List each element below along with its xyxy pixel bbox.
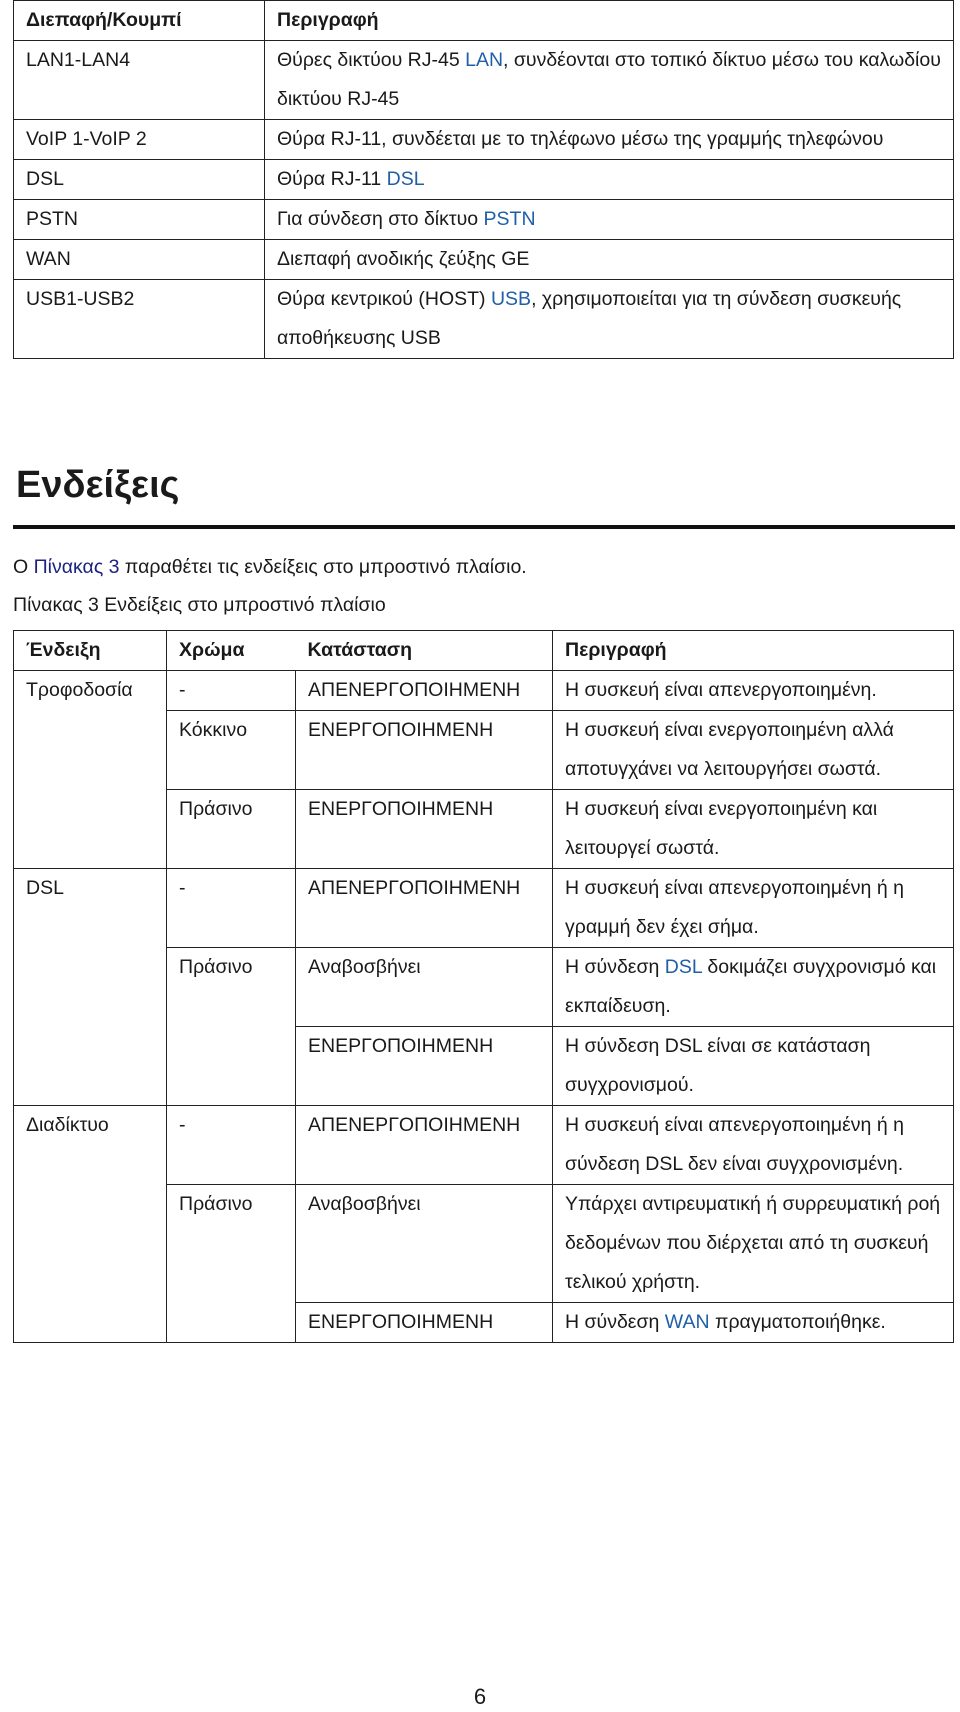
indicator-color: - bbox=[167, 1106, 296, 1185]
column-header: Ένδειξη bbox=[14, 631, 167, 671]
term-link[interactable]: DSL bbox=[386, 168, 425, 190]
interface-name: WAN bbox=[14, 240, 265, 280]
intro-paragraph: Ο Πίνακας 3 παραθέτει τις ενδείξεις στο μπροστινό πλαίσιο. bbox=[13, 556, 527, 578]
interface-name: LAN1-LAN4 bbox=[14, 41, 265, 120]
indicator-state: ΕΝΕΡΓΟΠΟΙΗΜΕΝΗ bbox=[296, 790, 553, 869]
indicator-color: Κόκκινο bbox=[167, 711, 296, 790]
interface-name: VoIP 1-VoIP 2 bbox=[14, 120, 265, 160]
term-link[interactable]: PSTN bbox=[483, 208, 536, 230]
term-link[interactable]: DSL bbox=[664, 956, 703, 978]
column-header: Περιγραφή bbox=[553, 631, 954, 671]
indications-table bbox=[13, 630, 954, 1343]
table-header-row bbox=[14, 1, 954, 41]
section-heading: Ενδείξεις bbox=[16, 464, 180, 506]
table-caption: Πίνακας 3 Ενδείξεις στο μπροστινό πλαίσιο bbox=[13, 594, 386, 616]
interface-name: PSTN bbox=[14, 200, 265, 240]
interfaces-table bbox=[13, 0, 954, 359]
table-row bbox=[14, 160, 954, 200]
indicator-name: Τροφοδοσία bbox=[14, 671, 167, 869]
column-header: Χρώμα bbox=[167, 631, 296, 671]
indicator-state: ΑΠΕΝΕΡΓΟΠΟΙΗΜΕΝΗ bbox=[296, 869, 553, 948]
heading-rule bbox=[13, 525, 955, 529]
indicator-description: Η σύνδεση WAN πραγματοποιήθηκε. bbox=[553, 1303, 954, 1343]
indicator-description: Η συσκευή είναι ενεργοποιημένη αλλά αποτυγχάνει να λειτουργήσει σωστά. bbox=[553, 711, 954, 790]
table-reference-link[interactable]: Πίνακας 3 bbox=[33, 556, 120, 578]
indicator-state: ΑΠΕΝΕΡΓΟΠΟΙΗΜΕΝΗ bbox=[296, 671, 553, 711]
column-header: Διεπαφή/Κουμπί bbox=[14, 1, 265, 41]
indicator-description: Η σύνδεση DSL δοκιμάζει συγχρονισμό και εκπαίδευση. bbox=[553, 948, 954, 1027]
interface-name: DSL bbox=[14, 160, 265, 200]
indicator-description: Η συσκευή είναι απενεργοποιημένη ή η γραμμή δεν έχει σήμα. bbox=[553, 869, 954, 948]
indicator-state: Αναβοσβήνει bbox=[296, 1185, 553, 1303]
indicator-name: Διαδίκτυο bbox=[14, 1106, 167, 1343]
indicator-color: - bbox=[167, 869, 296, 948]
indicator-name: DSL bbox=[14, 869, 167, 1106]
table-header-row bbox=[14, 631, 954, 671]
table-row bbox=[14, 869, 954, 948]
table-row bbox=[14, 120, 954, 160]
column-header: Περιγραφή bbox=[265, 1, 954, 41]
interface-description: Θύρες δικτύου RJ-45 LAN, συνδέονται στο τοπικό δίκτυο μέσω του καλωδίου δικτύου RJ-45 bbox=[265, 41, 954, 120]
term-link[interactable]: WAN bbox=[664, 1311, 710, 1333]
term-link[interactable]: USB bbox=[490, 288, 532, 310]
indicator-description: Η συσκευή είναι απενεργοποιημένη. bbox=[553, 671, 954, 711]
interface-description: Θύρα κεντρικού (HOST) USB, χρησιμοποιείται για τη σύνδεση συσκευής αποθήκευσης USB bbox=[265, 280, 954, 359]
indicator-color: Πράσινο bbox=[167, 948, 296, 1106]
indicator-state: Αναβοσβήνει bbox=[296, 948, 553, 1027]
table-row bbox=[14, 200, 954, 240]
indicator-state: ΕΝΕΡΓΟΠΟΙΗΜΕΝΗ bbox=[296, 1303, 553, 1343]
column-header: Κατάσταση bbox=[296, 631, 553, 671]
interface-description: Διεπαφή ανοδικής ζεύξης GE bbox=[265, 240, 954, 280]
table-row bbox=[14, 280, 954, 359]
interface-description: Θύρα RJ-11 DSL bbox=[265, 160, 954, 200]
indicator-color: - bbox=[167, 671, 296, 711]
indicator-description: Υπάρχει αντιρευματική ή συρρευματική ροή δεδομένων που διέρχεται από τη συσκευή τελικού χρήστη. bbox=[553, 1185, 954, 1303]
indicator-state: ΕΝΕΡΓΟΠΟΙΗΜΕΝΗ bbox=[296, 711, 553, 790]
indicator-state: ΑΠΕΝΕΡΓΟΠΟΙΗΜΕΝΗ bbox=[296, 1106, 553, 1185]
term-link[interactable]: LAN bbox=[465, 49, 504, 71]
table-row bbox=[14, 671, 954, 711]
table-row bbox=[14, 1106, 954, 1185]
indicator-description: Η σύνδεση DSL είναι σε κατάσταση συγχρονισμού. bbox=[553, 1027, 954, 1106]
table-row bbox=[14, 240, 954, 280]
indicator-description: Η συσκευή είναι απενεργοποιημένη ή η σύνδεση DSL δεν είναι συγχρονισμένη. bbox=[553, 1106, 954, 1185]
indicator-color: Πράσινο bbox=[167, 790, 296, 869]
interface-name: USB1-USB2 bbox=[14, 280, 265, 359]
indicator-state: ΕΝΕΡΓΟΠΟΙΗΜΕΝΗ bbox=[296, 1027, 553, 1106]
table-row bbox=[14, 41, 954, 120]
indicator-color: Πράσινο bbox=[167, 1185, 296, 1343]
page-number: 6 bbox=[473, 1684, 487, 1709]
interface-description: Για σύνδεση στο δίκτυο PSTN bbox=[265, 200, 954, 240]
interface-description: Θύρα RJ-11, συνδέεται με το τηλέφωνο μέσω της γραμμής τηλεφώνου bbox=[265, 120, 954, 160]
indicator-description: Η συσκευή είναι ενεργοποιημένη και λειτουργεί σωστά. bbox=[553, 790, 954, 869]
